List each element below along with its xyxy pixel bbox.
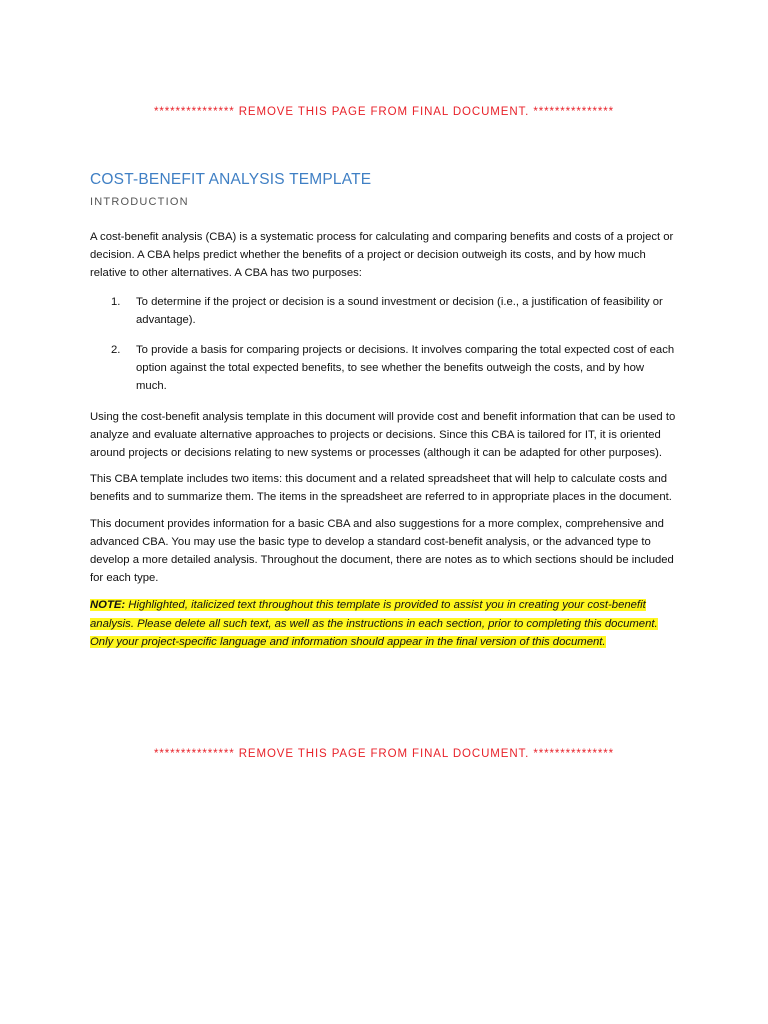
cba-types-paragraph: This document provides information for a basic CBA and also suggestions for a more complex, comprehensive and advanced CBA. You may use the basic type to develop a standard cost-benefit analysis, or the advanced type to develop a more detailed analysis. Throughout the document, there are notes as to which sections should be included for each type. [90, 517, 674, 585]
list-item [90, 293, 676, 329]
purposes-list [90, 293, 676, 396]
intro-paragraph: A cost-benefit analysis (CBA) is a systematic process for calculating and comparing benefits and costs of a project or decision. A CBA helps predict whether the benefits of a project or decision outweigh its costs, and by how much relative to other alternatives. A CBA has two purposes: [90, 231, 674, 280]
list-item-text: To provide a basis for comparing projects or decisions. It involves comparing the total expected cost of each option against the total expected benefits, to see whether the benefits outweigh the costs, and by how much. [136, 344, 675, 393]
remove-page-banner-bottom: *************** REMOVE THIS PAGE FROM FINAL DOCUMENT. *************** [153, 748, 615, 760]
note-label: NOTE: [90, 599, 126, 612]
list-item-number: 1. [111, 295, 121, 308]
note-text: Highlighted, italicized text throughout this template is provided to assist you in creating your cost-benefit analysis. Please delete all such text, as well as the instructions in each section, prior to completing this document. Only your project-specific language and information should appear in the final version of this document. [90, 599, 658, 648]
template-items-paragraph: This CBA template includes two items: this document and a related spreadsheet that will help to calculate costs and benefits and to summarize them. The items in the spreadsheet are referred to in appropriate places in the document. [90, 473, 672, 504]
template-usage-paragraph: Using the cost-benefit analysis template in this document will provide cost and benefit information that can be used to analyze and evaluate alternative approaches to projects or decisions. Since this CBA is tailored for IT, it is oriented around projects or decisions relating to new systems or processes (although it can be adapted for other purposes). [90, 410, 676, 460]
document-title: COST-BENEFIT ANALYSIS TEMPLATE [90, 171, 372, 188]
section-heading-introduction: INTRODUCTION [90, 196, 189, 208]
highlighted-note [90, 596, 676, 651]
list-item-text: To determine if the project or decision is a sound investment or decision (i.e., a justification of feasibility or advantage). [136, 295, 663, 326]
remove-page-banner-top: *************** REMOVE THIS PAGE FROM FINAL DOCUMENT. *************** [153, 106, 615, 118]
document-content [90, 170, 676, 651]
list-item [90, 341, 676, 396]
list-item-number: 2. [111, 344, 121, 357]
